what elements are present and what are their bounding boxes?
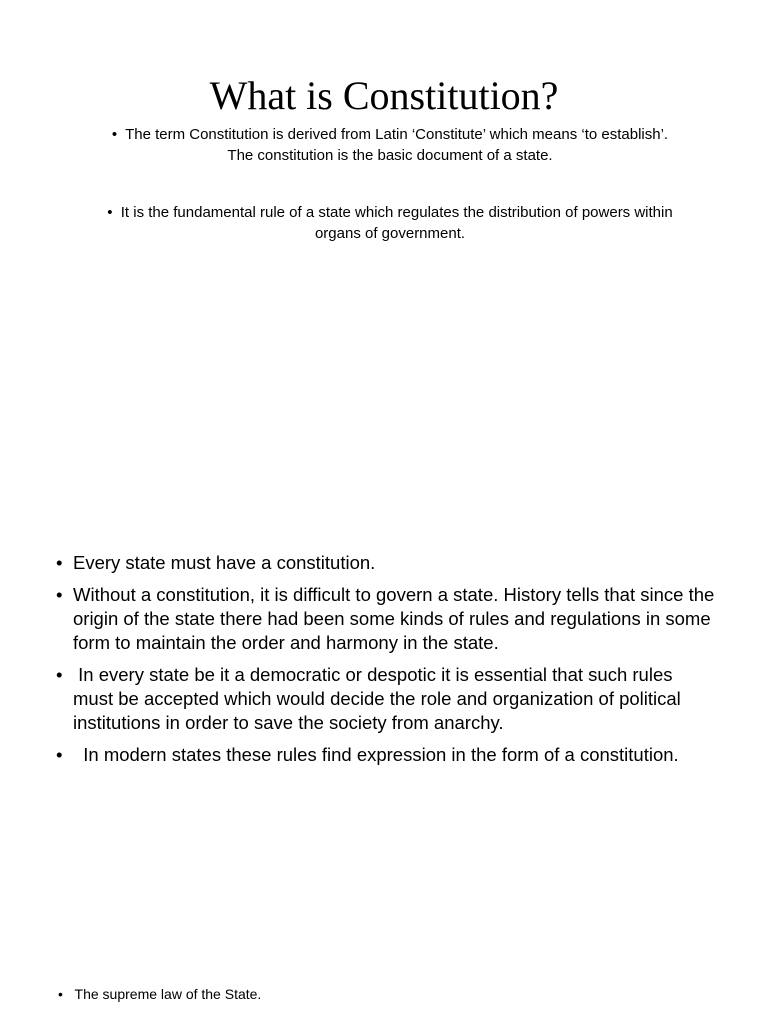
bullet-icon: • [58, 986, 63, 1002]
list-item [56, 551, 716, 575]
list-item-text: Every state must have a constitution. [73, 552, 376, 573]
page-title: What is Constitution? [209, 73, 559, 118]
intro-paragraph-1 [100, 124, 680, 166]
intro-text-1: The term Constitution is derived from Latin ‘Constitute’ which means ‘to establish’. The constitution is the basic document of a state. [125, 126, 669, 164]
footnote [58, 984, 261, 1004]
key-points-list [56, 551, 720, 775]
bullet-icon: • [56, 584, 63, 605]
bullet-icon: • [107, 204, 113, 221]
footnote-text: The supreme law of the State. [74, 986, 262, 1002]
bullet-icon: • [56, 664, 63, 685]
bullet-icon: • [111, 126, 118, 143]
list-item-text: In every state be it a democratic or despotic it is essential that such rules must be accepted which would decide the role and organization of political institutions in order to save the society from anarchy. [73, 664, 686, 733]
intro-text-2: It is the fundamental rule of a state which regulates the distribution of powers within organs of government. [120, 204, 673, 242]
bullet-icon: • [56, 552, 63, 573]
list-item-text: Without a constitution, it is difficult to govern a state. History tells that since the origin of the state there had been some kinds of rules and regulations in some form to maintain the order and harmony in the state. [73, 584, 720, 653]
bullet-icon: • [56, 744, 63, 765]
intro-paragraph-2 [100, 202, 680, 244]
list-item [56, 663, 716, 735]
list-item [56, 743, 716, 767]
list-item-text: In modern states these rules find expression in the form of a constitution. [73, 744, 679, 765]
list-item [56, 583, 720, 655]
